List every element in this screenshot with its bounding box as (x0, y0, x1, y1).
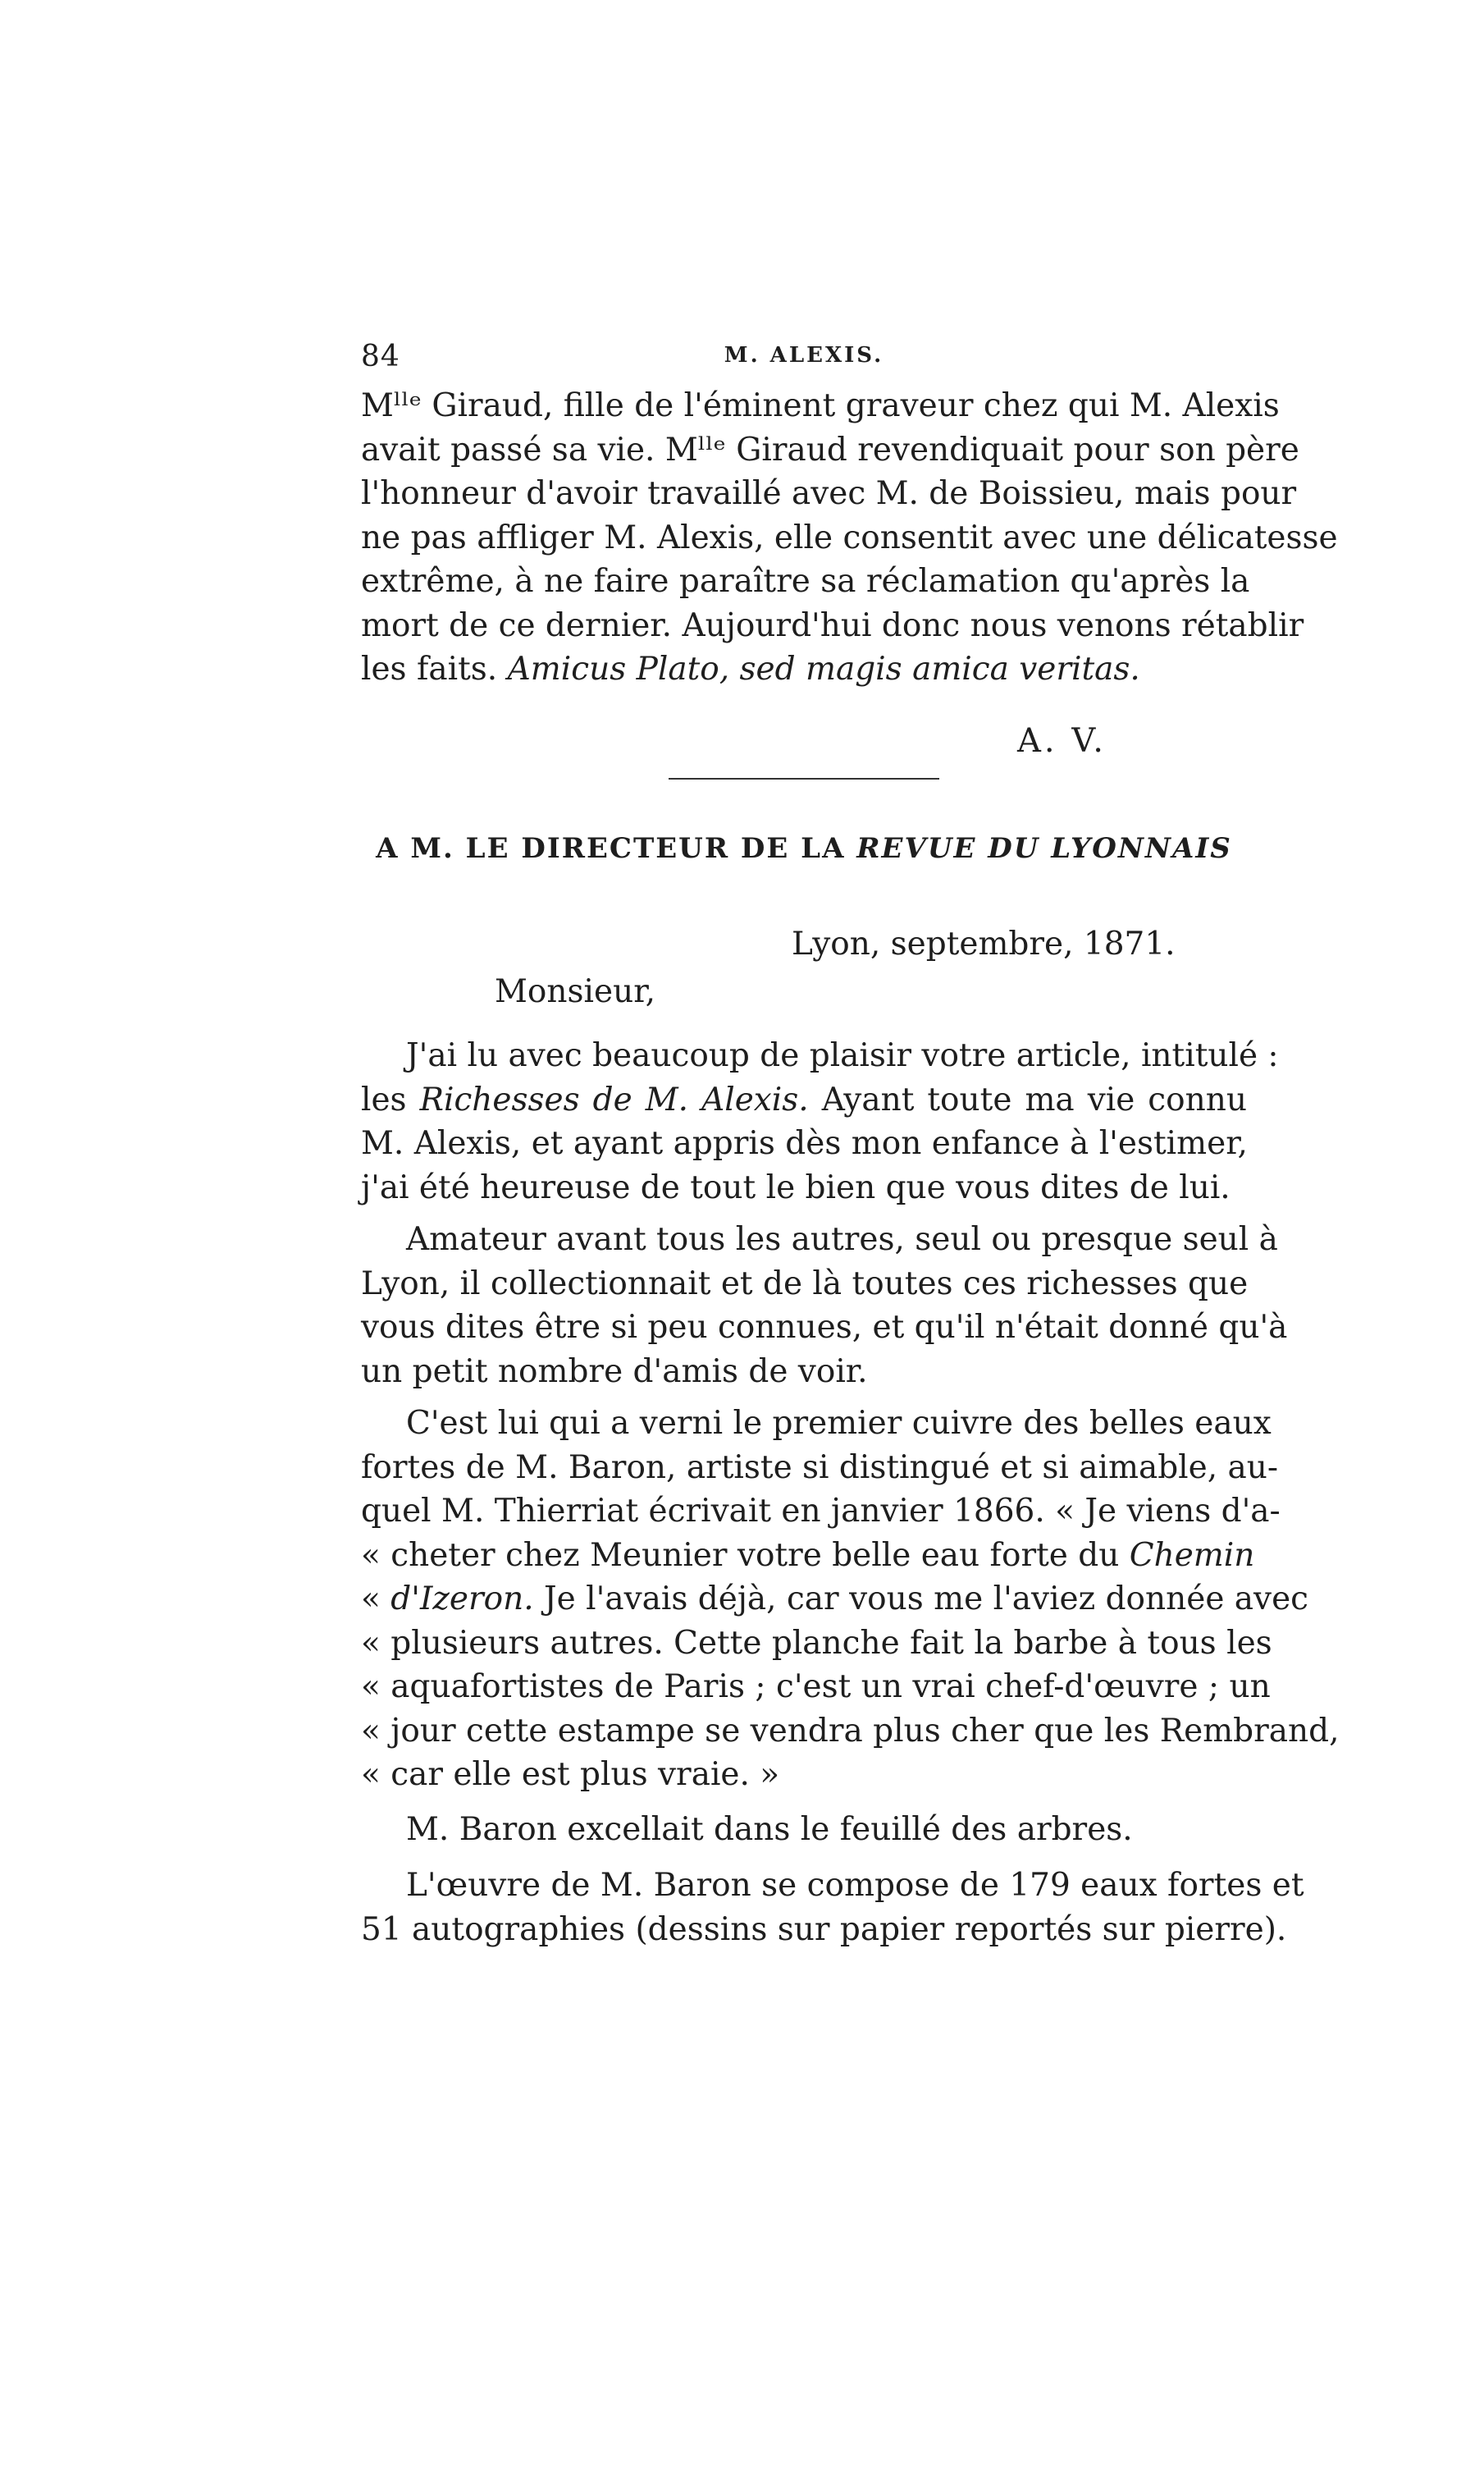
page-header (361, 340, 1247, 381)
section-divider (669, 778, 939, 780)
letter-paragraph-4 (361, 1808, 1247, 1852)
salutation: Monsieur, (495, 973, 655, 1010)
letter-paragraph-1 (361, 1034, 1279, 1210)
text-line: vous dites être si peu connues, et qu'il n'était donné qu'à (361, 1309, 1288, 1346)
text-line: « jour cette estampe se vendra plus cher que les Rembrand, (361, 1712, 1340, 1750)
text-line: j'ai été heureuse de tout le bien que vous dites de lui. (361, 1169, 1231, 1206)
letter-paragraph-5 (361, 1864, 1304, 1951)
signature: A. V. (1017, 722, 1107, 760)
text-line: ne pas affliger M. Alexis, elle consentit avec une délicatesse (361, 519, 1338, 556)
text-line: mort de ce dernier. Aujourd'hui donc nous venons rétablir (361, 606, 1304, 644)
text-line: M. Alexis, et ayant appris dès mon enfance à l'estimer, (361, 1125, 1248, 1162)
text-line: J'ai lu avec beaucoup de plaisir votre article, intitulé : (406, 1037, 1279, 1074)
text-line: extrême, à ne faire paraître sa réclamation qu'après la (361, 563, 1250, 600)
dateline: Lyon, septembre, 1871. (792, 926, 1176, 963)
section-title: A M. LE DIRECTEUR DE LA REVUE DU LYONNAIS (376, 832, 1232, 865)
running-head: M. ALEXIS. (724, 343, 884, 368)
text-line: M. Baron excellait dans le feuillé des arbres. (406, 1811, 1133, 1848)
text-line: Mˡˡᵉ Giraud, fille de l'éminent graveur chez qui M. Alexis (361, 387, 1280, 424)
text-line: un petit nombre d'amis de voir. (361, 1352, 868, 1390)
etching-title: Chemin (1129, 1536, 1255, 1574)
text-line: « aquafortistes de Paris ; c'est un vrai chef-d'œuvre ; un (361, 1668, 1271, 1705)
opening-paragraph (361, 384, 1338, 692)
text-line: fortes de M. Baron, artiste si distingué et si aimable, au- (361, 1448, 1279, 1486)
text-line: l'honneur d'avoir travaillé avec M. de Boissieu, mais pour (361, 475, 1297, 512)
text-line: les faits. Amicus Plato, sed magis amica veritas. (361, 651, 1140, 688)
text-line: 51 autographies (dessins sur papier reportés sur pierre). (361, 1910, 1287, 1948)
article-title: Richesses de M. Alexis. (419, 1081, 809, 1118)
journal-name: REVUE DU LYONNAIS (856, 832, 1232, 865)
text-line: quel M. Thierriat écrivait en janvier 1866. « Je viens d'a- (361, 1493, 1281, 1530)
text-line: « plusieurs autres. Cette planche fait la barbe à tous les (361, 1624, 1272, 1662)
letter-paragraph-2 (361, 1218, 1288, 1393)
text-line: « d'Izeron. Je l'avais déjà, car vous me l'aviez donnée avec (361, 1580, 1309, 1617)
text-line: « car elle est plus vraie. » (361, 1756, 780, 1793)
text-line: C'est lui qui a verni le premier cuivre des belles eaux (406, 1405, 1272, 1442)
page-number: 84 (361, 340, 400, 373)
text-line: Amateur avant tous les autres, seul ou presque seul à (406, 1221, 1278, 1258)
text-line: « cheter chez Meunier votre belle eau forte du Chemin (361, 1536, 1255, 1574)
latin-quote: Amicus Plato, sed magis amica veritas. (507, 651, 1140, 688)
text-line: avait passé sa vie. Mˡˡᵉ Giraud revendiquait pour son père (361, 431, 1299, 469)
text-line: les Richesses de M. Alexis. Ayant toute ma vie connu (361, 1081, 1247, 1118)
text-line: L'œuvre de M. Baron se compose de 179 eaux fortes et (406, 1867, 1304, 1904)
letter-paragraph-3 (361, 1402, 1340, 1797)
text-line: Lyon, il collectionnait et de là toutes ces richesses que (361, 1265, 1249, 1302)
etching-title-cont: d'Izeron. (390, 1580, 534, 1617)
